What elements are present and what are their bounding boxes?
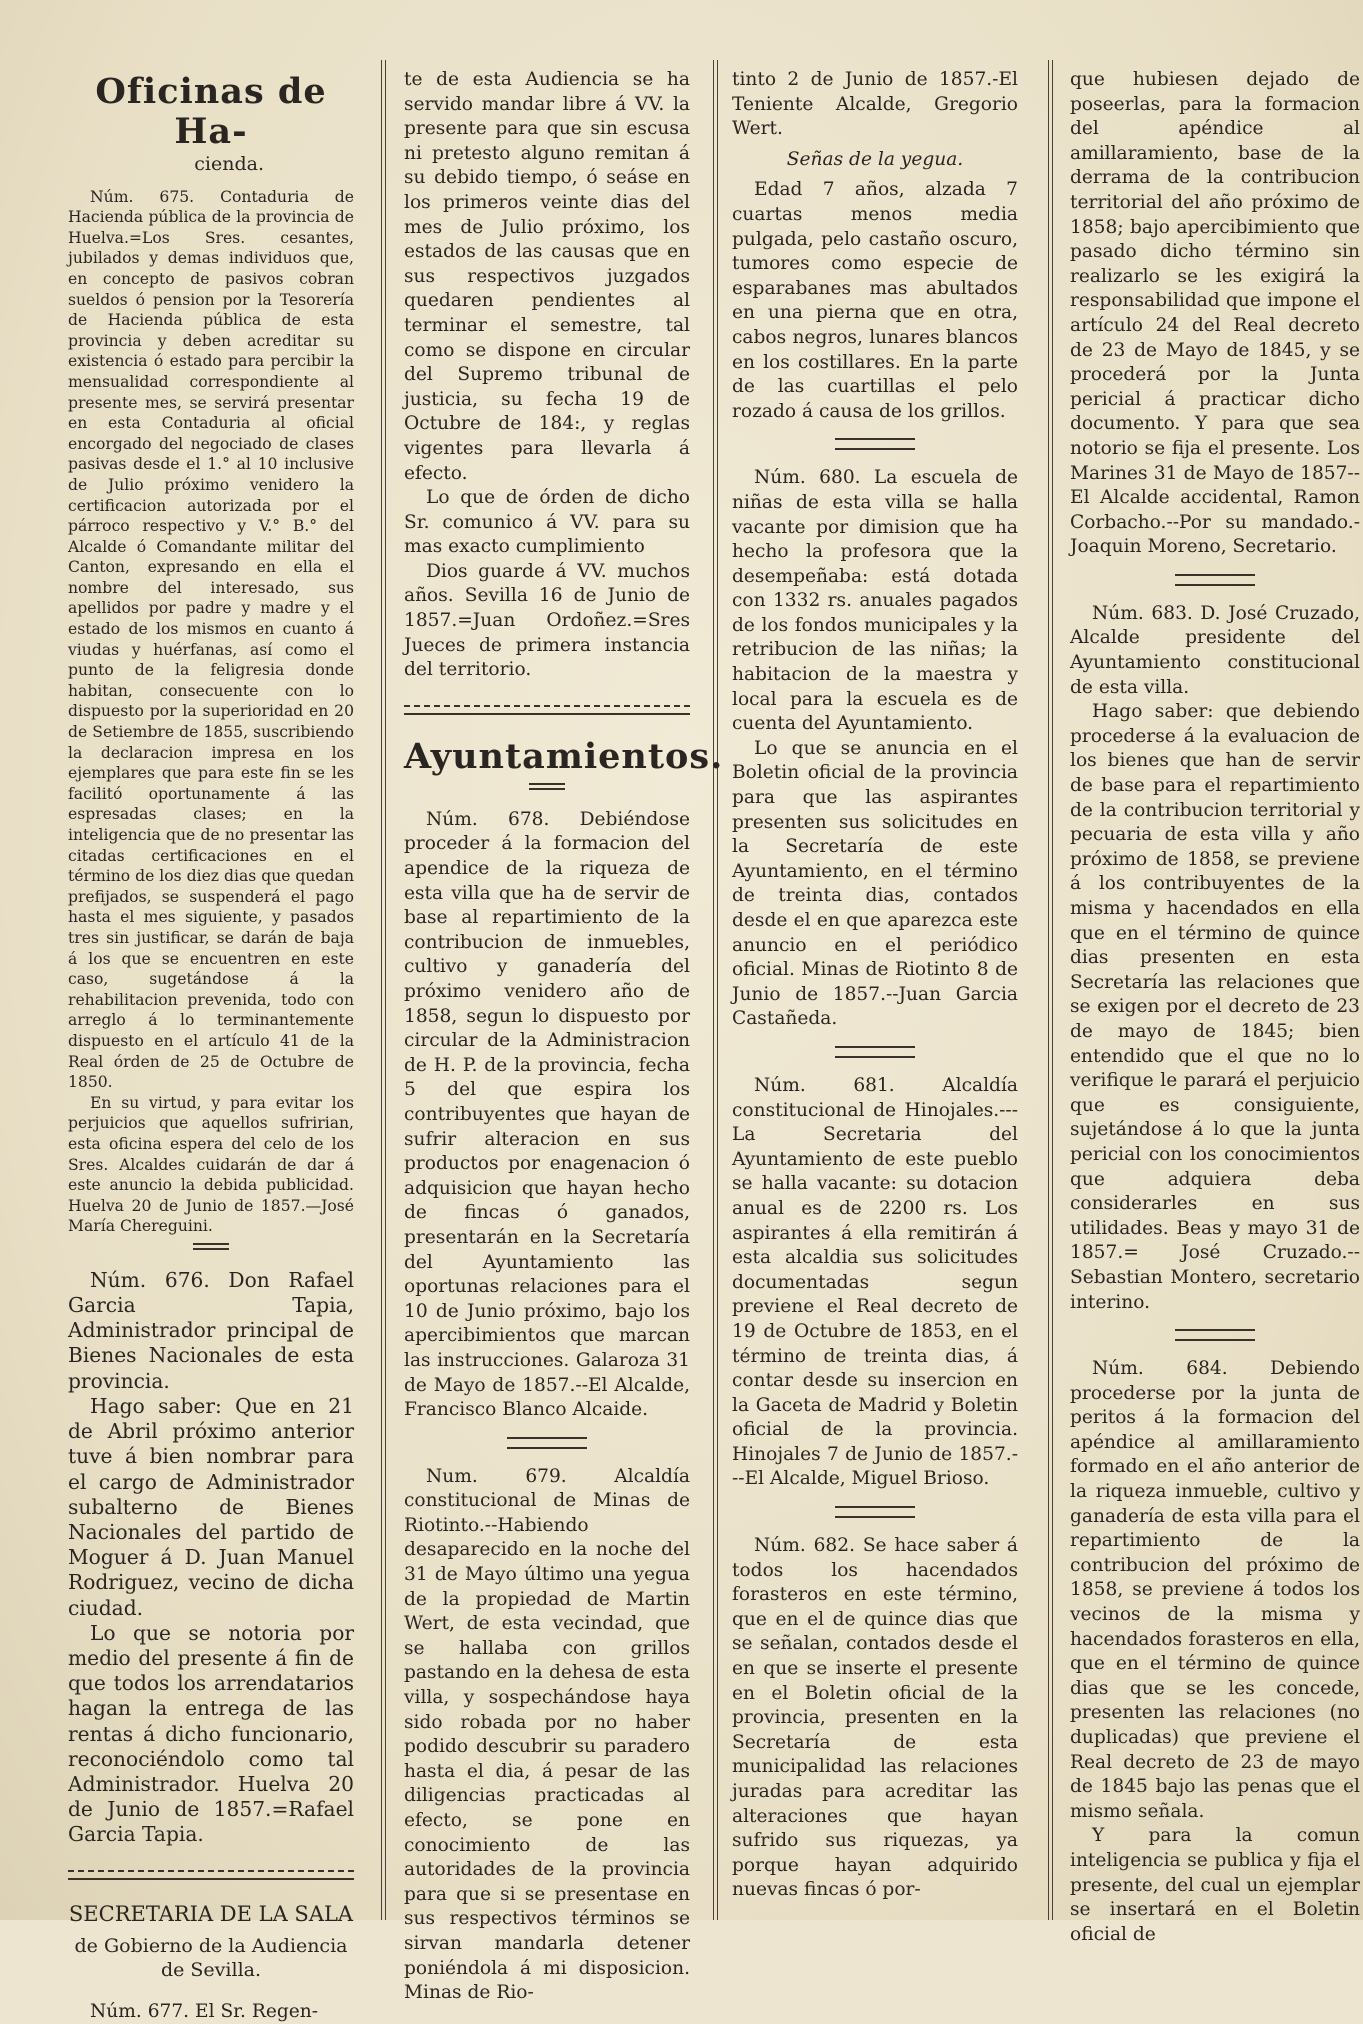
notice-682-cont: que hubiesen dejado de poseerlas, para la formacion del apéndice al amillaramiento, base de la derrama de la contribucion territorial del año próximo de 1858; bajo apercibimiento que pasado dicho término sin realizarlo se les exigirá la responsabilidad que impone el artículo 24 del Real decreto de 23 de Mayo de 1845, y se procederá por la Junta pericial á practicar dicho documento. Y para que sea notorio se fija el presente. Los Marines 31 de Mayo de 1857--El Alcalde accidental, Ramon Corbacho.--Por su mandado.- Joaquin Moreno, Secretario.: [1070, 69, 1360, 558]
heading-senas: Señas de la yegua.: [786, 148, 964, 170]
separator: [835, 1506, 915, 1518]
notice-681: Núm. 681. Alcaldía constitucional de Hinojales.---La Secretaria del Ayuntamiento de este pueblo se halla vacante: su dotacion anual es de 2200 rs. Los aspirantes á ella remitirán á esta alcaldia sus solicitudes documentadas segun previene el Real decreto de 19 de Octubre de 1853, en el término de treinta dias, á contar desde su insercion en la Gaceta de Madrid y Boletin oficial de la provincia. Hinojales 7 de Junio de 1857.---El Alcalde, Miguel Brioso.: [732, 1074, 1018, 1490]
notice-676-b: Hago saber: Que en 21 de Abril próximo anterior tuve á bien nombrar para el cargo de Administrador subalterno de Bienes Nacionales del partido de Moguer á D. Juan Manuel Rodriguez, vecino de dicha ciudad.: [68, 1393, 354, 1620]
heading-secretaria-sub: de Gobierno de la Audiencia de Sevilla.: [74, 1934, 348, 1981]
notice-683-b: Hago saber: que debiendo procederse á la evaluacion de los bienes que han de servir de base para el repartimiento de la contribucion territorial y pecuaria de esta villa y año próximo de 1858, se previene á los contribuyentes de la misma y hacendados en ella que en el término de quince dias presenten en esta Secretaría las relaciones que se exigen por el decreto de 23 de mayo de 1845; bien entendido que el que no lo verifique le parará el perjuicio que es consiguiente, sujetándose á lo que la junta pericial con los conocimientos que adquiera deba considerarles en sus utilidades. Beas y mayo 31 de 1857.= José Cruzado.--Sebastian Montero, secretario interino.: [1070, 701, 1360, 1313]
notice-680-b: Lo que se anuncia en el Boletin oficial de la provincia para que las aspirantes presenten sus solicitudes en la Secretaría de este Ayuntamiento, en el término de treinta dias, contados desde el en que aparezca este anuncio en el periódico oficial. Minas de Riotinto 8 de Junio de 1857.--Juan Garcia Castañeda.: [732, 737, 1018, 1030]
notice-676: Núm. 676. Don Rafael Garcia Tapia, Administrador principal de Bienes Nacionales de esta provincia.: [68, 1267, 354, 1393]
column-3: [732, 68, 1018, 1903]
notice-684: Núm. 684. Debiendo procederse por la junta de peritos á la formacion del apéndice al amillaramiento formado en el año anterior de la riqueza inmueble, cultivo y ganadería de esta villa para el repartimiento de la contribucion del próximo de 1858, se previene á todos los vecinos de la misma y hacendados forasteros en ella, que en el término de quince dias que se les concede, presenten las relaciones (no duplicadas) que previene el Real decreto de 23 de mayo de 1845 bajo las penas que el mismo señala.: [1070, 1358, 1360, 1822]
separator: [404, 705, 690, 715]
column-rule: [713, 60, 718, 1920]
heading-secretaria: SECRETARIA DE LA SALA: [68, 1901, 354, 1926]
notice-675-b: En su virtud, y para evitar los perjuicios que aquellos sufririan, esta oficina espera del celo de los Sres. Alcaldes cuidarán de dar á este anuncio la debida publicidad. Huelva 20 de Junio de 1857.—José María Chereguini.: [68, 1093, 354, 1236]
notice-684-b: Y para la comun inteligencia se publica y fija el presente, del cual un ejemplar se insertará en el Boletin oficial de: [1070, 1825, 1360, 1945]
notice-677-d: Dios guarde á VV. muchos años. Sevilla 16 de Junio de 1857.=Juan Ordoñez.=Sres Jueces de primera instancia del territorio.: [404, 560, 690, 681]
notice-675: Núm. 675. Contaduria de Hacienda pública de la provincia de Huelva.=Los Sres. cesantes, jubilados y demas individuos que, en concepto de pasivos cobran sueldos ó pension por la Tesorería de Hacienda pública de esta provincia y deben acreditar su existencia ó estado para percibir la mensualidad correspondiente al presente mes, se servirá presentar en esta Contaduria al oficial encorgado del negociado de clases pasivas desde el 1.° al 10 inclusive de Julio próximo venidero la certificacion autorizada por el párroco respectivo y V.° B.° del Alcalde ó Comandante militar del Canton, expresando en ella el nombre del interesado, sus apellidos por padre y madre y el estado de los mismos en cuanto á viudas y huérfanas, así como el punto de la feligresia donde habitan, consecuente con lo dispuesto por la superioridad en 20 de Setiembre de 1855, suscribiendo la declaracion impresa en los ejemplares que para este fin se les facilitó oportunamente á las espresadas clases; en la inteligencia que de no presentar las citadas certificaciones en el término de los diez dias que quedan prefijados, se suspenderá el pago hasta el mes siguiente, y pasados tres sin justificar, se darán de baja á los que se encuentren en este caso, sugetándose á la rehabilitacion prevenida, todo con arreglo á lo terminantemente dispuesto en el artículo 41 de la Real órden de 25 de Octubre de 1850.: [68, 187, 354, 1092]
notice-679-cont: tinto 2 de Junio de 1857.-El Teniente Alcalde, Gregorio Wert.: [732, 69, 1018, 140]
separator: [507, 1437, 587, 1449]
separator: [835, 1046, 915, 1058]
column-rule: [1048, 60, 1053, 1920]
section-title-cont: cienda.: [194, 153, 264, 175]
section-title-ayuntamientos: Ayuntamientos.: [404, 735, 724, 777]
column-4: [1070, 68, 1360, 1947]
separator: [1175, 574, 1255, 586]
notice-677-c: Lo que de órden de dicho Sr. comunico á VV. para su mas exacto cumplimiento: [404, 487, 690, 558]
notice-678: Núm. 678. Debiéndose proceder á la formacion del apendice de la riqueza de esta villa que ha de servir de base al repartimiento de la contribucion de inmuebles, cultivo y ganadería del próximo venidero año de 1858, segun lo dispuesto por circular de la Administracion de H. P. de la provincia, fecha 5 del que espira los contribuyentes que hayan de sufrir alteracion en sus productos por enagenacion ó adquisicion que hayan hecho de fincas ó ganados, presentarán en la Secretaría del Ayuntamiento las oportunas relaciones para el 10 de Junio próximo, bajo los apercibimientos que marcan las instrucciones. Galaroza 31 de Mayo de 1857.--El Alcalde, Francisco Blanco Alcaide.: [404, 808, 690, 1421]
separator: [529, 783, 565, 790]
separator: [68, 1870, 354, 1880]
separator: [835, 438, 915, 450]
column-rule: [381, 60, 386, 1920]
notice-677: Núm. 677. El Sr. Regen-: [90, 2000, 319, 2022]
notice-677-cont: te de esta Audiencia se ha servido mandar libre á VV. la presente para que sin escusa ni pretesto alguno remitan á su debido tiempo, ó seáse en los primeros veinte dias del mes de Julio próximo, los estados de las causas que en sus respectivos juzgados quedaren pendientes al terminar el semestre, tal como se dispone en circular del Supremo tribunal de justicia, su fecha 19 de Octubre de 184:, y reglas vigentes para llevarla á efecto.: [404, 69, 690, 484]
column-1: [68, 68, 354, 2024]
column-2: [404, 68, 724, 2006]
notice-682: Núm. 682. Se hace saber á todos los hacendados forasteros en este término, que en el de quince dias que se señalan, contados desde el en que se inserte el presente en el Boletin oficial de la provincia, presenten en la Secretaría de esta municipalidad las relaciones juradas para acreditar las alteraciones que hayan sufrido sus riquezas, ya porque hayan adquirido nuevas fincas ó por-: [732, 1535, 1018, 1901]
separator: [193, 1243, 229, 1250]
section-title-hacienda: Oficinas de Ha-: [95, 71, 327, 152]
notice-676-c: Lo que se notoria por medio del presente á fin de que todos los arrendatarios hagan la entrega de las rentas á dicho funcionario, reconociéndolo como tal Administrador. Huelva 20 de Junio de 1857.=Rafael Garcia Tapia.: [68, 1620, 354, 1847]
notice-680: Núm. 680. La escuela de niñas de esta villa se halla vacante por dimision que ha hecho la profesora que la desempeñaba: está dotada con 1332 rs. anuales pagados de los fondos municipales y la retribucion de las niñas; la habitacion de la maestra y local para la escuela es de cuenta del Ayuntamiento.: [732, 467, 1018, 735]
separator: [1175, 1329, 1255, 1341]
notice-679: Num. 679. Alcaldía constitucional de Minas de Riotinto.--Habiendo desaparecido en la noche del 31 de Mayo último una yegua de la propiedad de Martin Wert, de esta vecindad, que se hallaba con grillos pastando en la dehesa de esta villa, y sospechándose haya sido robada por no haber podido descubrir su paradero hasta el dia, á pesar de las diligencias practicadas al efecto, se pone en conocimiento de las autoridades de la provincia para que si se presentase en sus respectivos términos se sirvan mandarla detener poniéndola á mi disposicion. Minas de Rio-: [404, 1465, 690, 2004]
notice-679-c: Edad 7 años, alzada 7 cuartas menos media pulgada, pelo castaño oscuro, tumores como especie de esparabanes mas abultados en una pierna que en otra, cabos negros, lunares blancos en los costillares. En la parte de las cuartillas el pelo rozado á causa de los grillos.: [732, 179, 1018, 422]
notice-683: Núm. 683. D. José Cruzado, Alcalde presidente del Ayuntamiento constitucional de esta villa.: [1070, 602, 1360, 698]
